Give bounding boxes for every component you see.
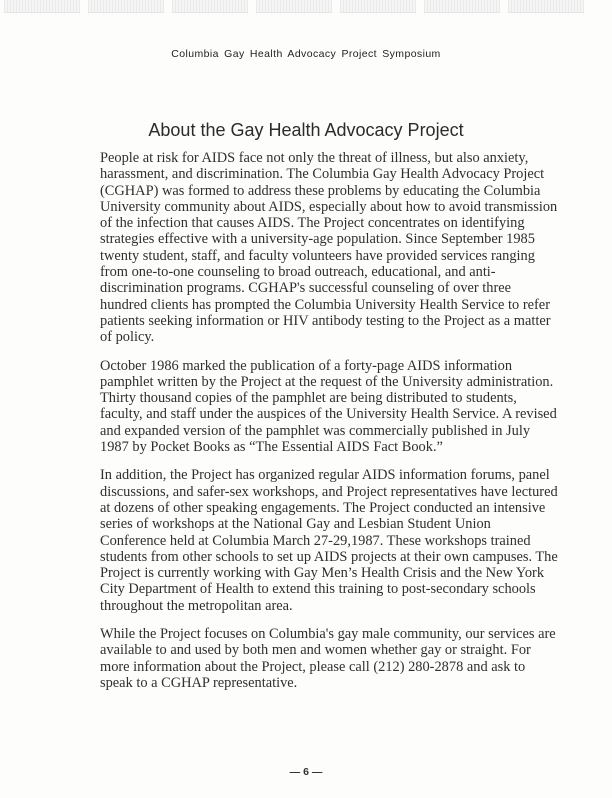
scan-artifact (508, 0, 584, 13)
scan-artifact (424, 0, 500, 13)
page-title: About the Gay Health Advocacy Project (148, 120, 464, 140)
scan-artifact-strip (0, 0, 612, 14)
scan-artifact (172, 0, 248, 13)
paragraph-contact: While the Project focuses on Columbia's gay male community, our services are available to and used by both men and women whether gay or straight. For more information about the Project, please call (212) 280-2878 and ask to speak to a CGHAP representative. (100, 626, 556, 691)
scan-artifact (88, 0, 164, 13)
scan-artifact (4, 0, 80, 13)
paragraph-workshops: In addition, the Project has organized regular AIDS information forums, panel discussions, and safer-sex workshops, and Project representatives have lectured at dozens of other speaking engagements. The Project conducted an intensive series of workshops at the National Gay and Lesbian Student Union Conference held at Columbia March 27-29,1987. These workshops trained students from other schools to set up AIDS projects at their own campuses. The Project is currently working with Gay Men’s Health Crisis and the New York City Department of Health to extend this training to post-secondary schools throughout the metropolitan area. (100, 467, 558, 614)
paragraph-pamphlet: October 1986 marked the publication of a forty-page AIDS information pamphlet written by the Project at the request of the University administration. Thirty thousand copies of the pamphlet are being distributed to students, faculty, and staff under the auspices of the University Health Service. A revised and expanded version of the pamphlet was commercially published in July 1987 by Pocket Books as “The Essential AIDS Fact Book.” (100, 357, 557, 456)
paragraph-intro: People at risk for AIDS face not only the threat of illness, but also anxiety, harassment, and discrimination. The Columbia Gay Health Advocacy Project (CGHAP) was formed to address these problems by educating the Columbia University community about AIDS, especially about how to avoid transmission of the infection that causes AIDS. The Project concentrates on identifying strategies effective with a university-age population. Since September 1985 twenty student, staff, and faculty volunteers have provided services ranging from one-to-one counseling to broad outreach, educational, and anti-discrimination programs. CGHAP's successful counseling of over three hundred clients has prompted the Columbia University Health Service to refer patients seeking information or HIV antibody testing to the Project as a matter of policy. (100, 150, 558, 346)
scan-artifact (340, 0, 416, 13)
scan-artifact (256, 0, 332, 13)
page-number: — 6 — (289, 766, 323, 778)
body-text (100, 150, 560, 703)
running-header: Columbia Gay Health Advocacy Project Symposium (171, 48, 441, 60)
